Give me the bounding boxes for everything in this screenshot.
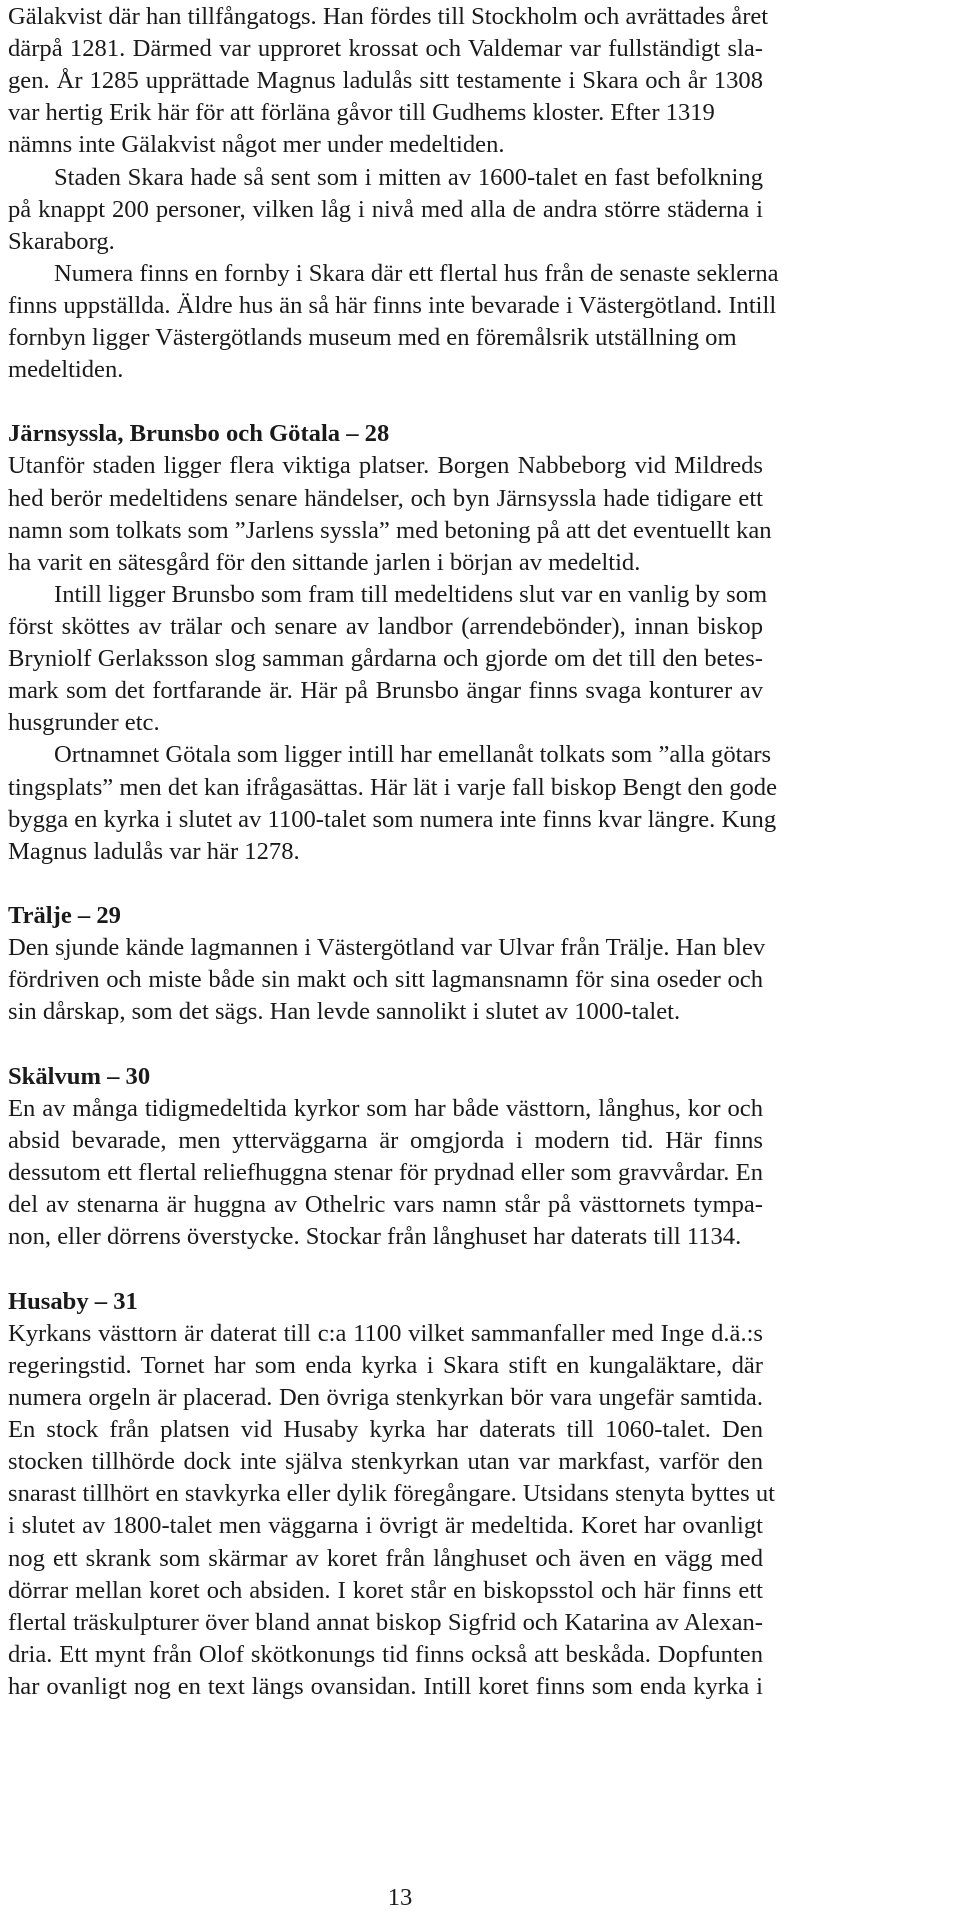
paragraph-line: sin dårskap, som det sägs. Han levde sannolikt i slutet av 1000-talet. [8, 998, 681, 1025]
paragraph-line: ha varit en sätesgård för den sittande jarlen i början av medeltid. [8, 549, 641, 576]
page-number: 13 [387, 1884, 413, 1911]
paragraph-line: fördriven och miste både sin makt och sitt lagmansnamn för sina oseder och [8, 966, 763, 993]
intro-line: därpå 1281. Därmed var upproret krossat och Valdemar var fullständigt sla- [8, 35, 763, 62]
paragraph-line: Bryniolf Gerlaksson slog samman gårdarna och gjorde om det till den betes- [8, 645, 763, 672]
paragraph-line: hed berör medeltidens senare händelser, och byn Järnsyssla hade tidigare ett [8, 485, 763, 512]
paragraph-line: regeringstid. Tornet har som enda kyrka i Skara stift en kungaläktare, där [8, 1352, 763, 1379]
intro-line: på knappt 200 personer, vilken låg i nivå med alla de andra större städerna i [8, 196, 763, 223]
paragraph-line: dria. Ett mynt från Olof skötkonungs tid finns också att beskåda. Dopfunten [8, 1641, 763, 1668]
paragraph-line: dessutom ett flertal reliefhuggna stenar för prydnad eller som gravvårdar. En [8, 1159, 763, 1186]
paragraph-line: Ortnamnet Götala som ligger intill har emellanåt tolkats som ”alla götars [54, 741, 772, 768]
paragraph-line: först sköttes av trälar och senare av landbor (arrendebönder), innan biskop [8, 613, 763, 640]
paragraph-line: non, eller dörrens överstycke. Stockar från långhuset har daterats till 1134. [8, 1223, 742, 1250]
intro-line: fornbyn ligger Västergötlands museum med en föremålsrik utställning om [8, 324, 737, 351]
paragraph-line: husgrunder etc. [8, 709, 160, 736]
paragraph-line: del av stenarna är huggna av Othelric vars namn står på västtornets tympa- [8, 1191, 763, 1218]
intro-line: var hertig Erik här för att förläna gåvor till Gudhems kloster. Efter 1319 [8, 99, 715, 126]
intro-line: gen. År 1285 upprättade Magnus ladulås sitt testamente i Skara och år 1308 [8, 67, 763, 94]
paragraph-line: En av många tidigmedeltida kyrkor som har både västtorn, långhus, kor och [8, 1095, 763, 1122]
intro-line: Gälakvist där han tillfångatogs. Han fördes till Stockholm och avrättades året [8, 3, 769, 30]
paragraph-line: snarast tillhört en stavkyrka eller dylik föregångare. Utsidans stenyta byttes ut [8, 1480, 775, 1507]
paragraph-line: flertal träskulpturer över bland annat biskop Sigfrid och Katarina av Alexan- [8, 1609, 763, 1636]
paragraph-line: namn som tolkats som ”Jarlens syssla” med betoning på att det eventuellt kan [8, 517, 772, 544]
paragraph-line: En stock från platsen vid Husaby kyrka har daterats till 1060-talet. Den [8, 1416, 763, 1443]
paragraph-line: nog ett skrank som skärmar av koret från långhuset och även en vägg med [8, 1545, 763, 1572]
paragraph-line: dörrar mellan koret och absiden. I koret står en biskopsstol och här finns ett [8, 1577, 763, 1604]
intro-line: finns uppställda. Äldre hus än så här finns inte bevarade i Västergötland. Intill [8, 292, 777, 319]
intro-line: nämns inte Gälakvist något mer under medeltiden. [8, 131, 505, 158]
paragraph-line: stocken tillhörde dock inte själva stenkyrkan utan var markfast, varför den [8, 1448, 763, 1475]
section-heading: Järnsyssla, Brunsbo och Götala – 28 [8, 420, 390, 447]
paragraph-line: tingsplats” men det kan ifrågasättas. Här lät i varje fall biskop Bengt den gode [8, 774, 778, 801]
paragraph-line: Utanför staden ligger flera viktiga platser. Borgen Nabbeborg vid Mildreds [8, 452, 763, 479]
paragraph-line: Den sjunde kände lagmannen i Västergötland var Ulvar från Trälje. Han blev [8, 934, 766, 961]
paragraph-line: i slutet av 1800-talet men väggarna i övrigt är medeltida. Koret har ovanligt [8, 1512, 763, 1539]
paragraph-line: numera orgeln är placerad. Den övriga stenkyrkan bör vara ungefär samtida. [8, 1384, 763, 1411]
section-heading: Trälje – 29 [8, 902, 121, 929]
paragraph-line: Magnus ladulås var här 1278. [8, 838, 300, 865]
section-heading: Skälvum – 30 [8, 1063, 151, 1090]
paragraph-line: Intill ligger Brunsbo som fram till medeltidens slut var en vanlig by som [54, 581, 768, 608]
section-heading: Husaby – 31 [8, 1288, 138, 1315]
intro-line: Numera finns en fornby i Skara där ett flertal hus från de senaste seklerna [54, 260, 779, 287]
intro-line: medeltiden. [8, 356, 124, 383]
paragraph-line: har ovanligt nog en text längs ovansidan. Intill koret finns som enda kyrka i [8, 1673, 763, 1700]
intro-line: Skaraborg. [8, 228, 115, 255]
paragraph-line: mark som det fortfarande är. Här på Brunsbo ängar finns svaga konturer av [8, 677, 763, 704]
intro-line: Staden Skara hade så sent som i mitten av 1600-talet en fast befolkning [54, 164, 763, 191]
paragraph-line: Kyrkans västtorn är daterat till c:a 1100 vilket sammanfaller med Inge d.ä.:s [8, 1320, 763, 1347]
paragraph-line: absid bevarade, men ytterväggarna är omgjorda i modern tid. Här finns [8, 1127, 763, 1154]
paragraph-line: bygga en kyrka i slutet av 1100-talet som numera inte finns kvar längre. Kung [8, 806, 777, 833]
